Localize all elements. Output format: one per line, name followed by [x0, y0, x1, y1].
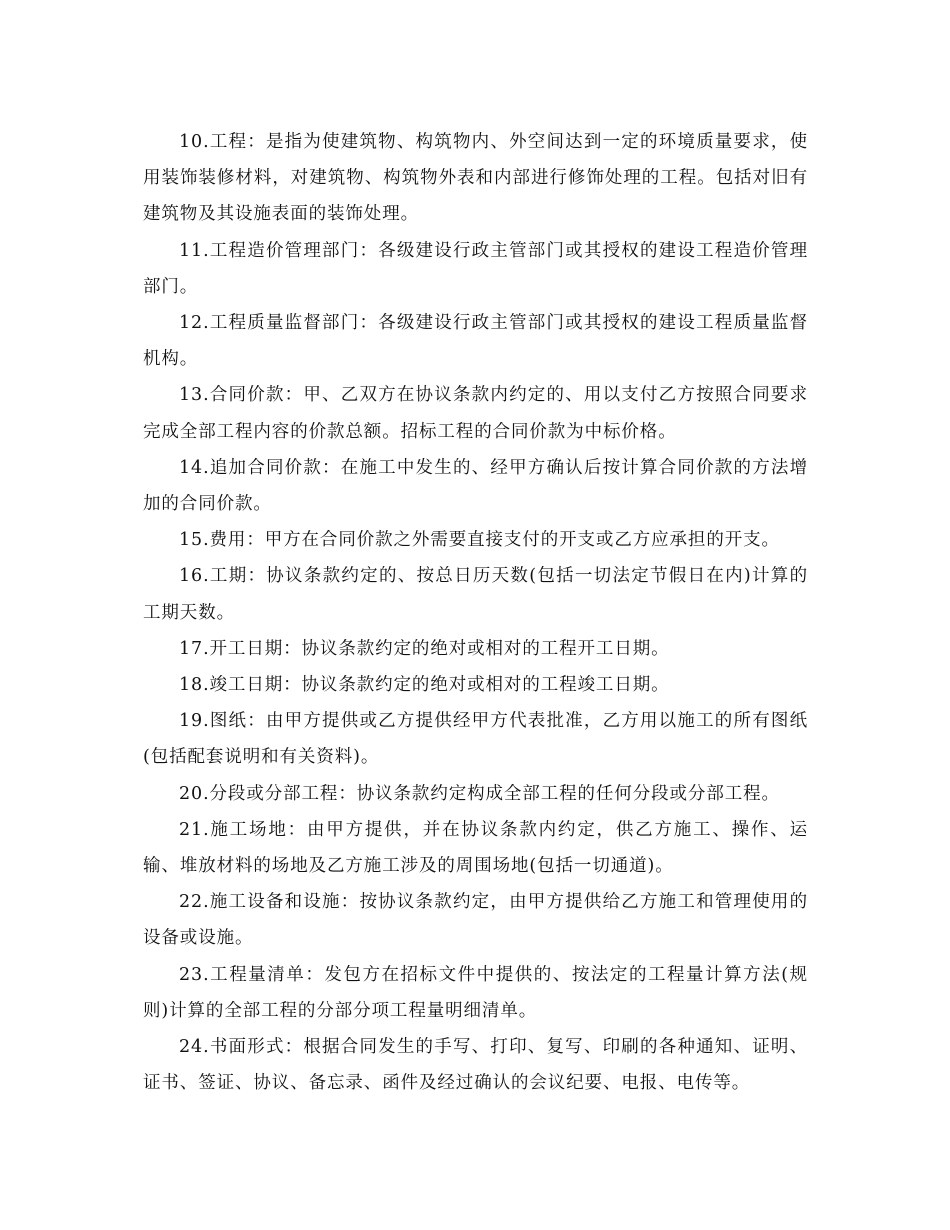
definition-paragraph-16: 16.工期：协议条款约定的、按总日历天数(包括一切法定节假日在内)计算的工期天数。 — [143, 566, 808, 623]
definition-paragraph-20: 20.分段或分部工程：协议条款约定构成全部工程的任何分段或分部工程。 — [179, 783, 780, 804]
definition-paragraph-23: 23.工程量清单：发包方在招标文件中提供的、按法定的工程量计算方法(规则)计算的全部工程的分部分项工程量明细清单。 — [143, 964, 808, 1021]
definition-paragraph-19: 19.图纸：由甲方提供或乙方提供经甲方代表批准，乙方用以施工的所有图纸(包括配套说明和有关资料)。 — [143, 711, 808, 768]
definition-paragraph-15: 15.费用：甲方在合同价款之外需要直接支付的开支或乙方应承担的开支。 — [179, 530, 780, 551]
definition-paragraph-22: 22.施工设备和设施：按协议条款约定，由甲方提供给乙方施工和管理使用的设备或设施。 — [143, 892, 808, 949]
document-body — [143, 124, 808, 1101]
definition-paragraph-17: 17.开工日期：协议条款约定的绝对或相对的工程开工日期。 — [179, 638, 670, 659]
definition-paragraph-21: 21.施工场地：由甲方提供，并在协议条款内约定，供乙方施工、操作、运输、堆放材料的场地及乙方施工涉及的周围场地(包括一切通道)。 — [143, 819, 808, 877]
definition-paragraph-12: 12.工程质量监督部门：各级建设行政主管部门或其授权的建设工程质量监督机构。 — [143, 313, 808, 370]
definition-paragraph-10: 10.工程：是指为使建筑物、构筑物内、外空间达到一定的环境质量要求，使用装饰装修材料，对建筑物、构筑物外表和内部进行修饰处理的工程。包括对旧有建筑物及其设施表面的装饰处理。 — [143, 132, 808, 225]
definition-paragraph-18: 18.竣工日期：协议条款约定的绝对或相对的工程竣工日期。 — [179, 675, 670, 696]
definition-paragraph-13: 13.合同价款：甲、乙双方在协议条款内约定的、用以支付乙方按照合同要求完成全部工程内容的价款总额。招标工程的合同价款为中标价格。 — [143, 385, 808, 442]
definition-paragraph-24: 24.书面形式：根据合同发生的手写、打印、复写、印刷的各种通知、证明、证书、签证、协议、备忘录、函件及经过确认的会议纪要、电报、电传等。 — [143, 1037, 808, 1094]
definition-paragraph-14: 14.追加合同价款：在施工中发生的、经甲方确认后按计算合同价款的方法增加的合同价款。 — [143, 457, 808, 515]
definition-paragraph-11: 11.工程造价管理部门：各级建设行政主管部门或其授权的建设工程造价管理部门。 — [143, 240, 808, 297]
